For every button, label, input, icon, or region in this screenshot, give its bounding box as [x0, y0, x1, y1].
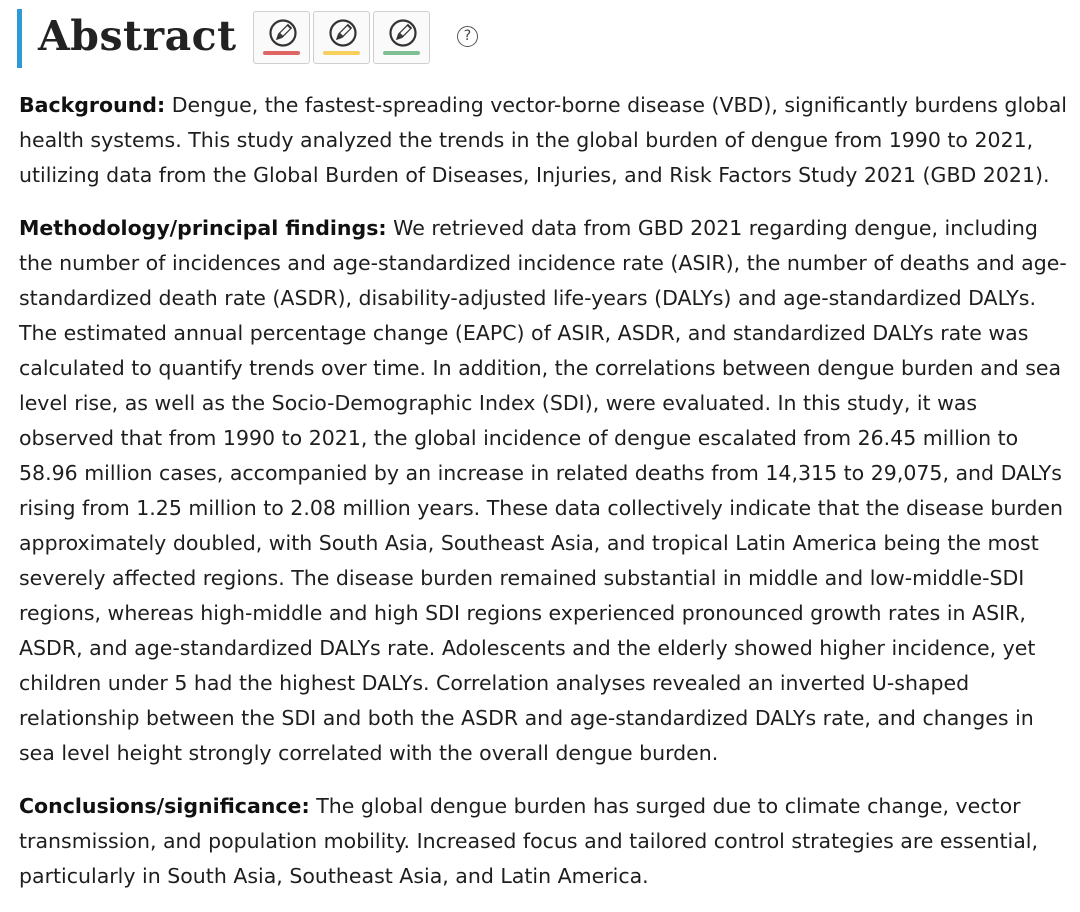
methodology-paragraph [19, 211, 1069, 771]
methodology-text: We retrieved data from GBD 2021 regarding dengue, including the number of incidences and age-standardized incidence rate (ASIR), the number of deaths and age-standardized death rate (ASDR), disability-adjusted life-years (DALYs) and age-standardized DALYs. The estimated annual percentage change (EAPC) of ASIR, ASDR, and standardized DALYs rate was calculated to quantify trends over time. In addition, the correlations between dengue burden and sea level rise, as well as the Socio-Demographic Index (SDI), were evaluated. In this study, it was observed that from 1990 to 2021, the global incidence of dengue escalated from 26.45 million to 58.96 million cases, accompanied by an increase in related deaths from 14,315 to 29,075, and DALYs rising from 1.25 million to 2.08 million years. These data collectively indicate that the disease burden approximately doubled, with South Asia, Southeast Asia, and tropical Latin America being the most severely affected regions. The disease burden remained substantial in middle and low-middle-SDI regions, whereas high-middle and high SDI regions experienced pronounced growth rates in ASIR, ASDR, and age-standardized DALYs rate. Adolescents and the elderly showed higher incidence, yet children under 5 had the highest DALYs. Correlation analyses revealed an inverted U-shaped relationship between the SDI and both the ASDR and age-standardized DALYs rate, and changes in sea level height strongly correlated with the overall dengue burden. [19, 216, 1067, 765]
highlight-yellow-button[interactable] [313, 11, 370, 64]
red-color-stripe [263, 51, 300, 55]
conclusions-text: The global dengue burden has surged due to climate change, vector transmission, and population mobility. Increased focus and tailored control strategies are essential, particularly in South Asia, Southeast Asia, and Latin America. [19, 794, 1039, 888]
background-text: Dengue, the fastest-spreading vector-borne disease (VBD), significantly burdens global health systems. This study analyzed the trends in the global burden of dengue from 1990 to 2021, utilizing data from the Global Burden of Diseases, Injuries, and Risk Factors Study 2021 (GBD 2021). [19, 93, 1067, 187]
green-color-stripe [383, 51, 420, 55]
highlight-red-button[interactable] [253, 11, 310, 64]
yellow-color-stripe [323, 51, 360, 55]
background-label: Background: [19, 93, 166, 117]
pencil-icon [268, 18, 298, 48]
conclusions-paragraph [19, 789, 1069, 894]
help-icon[interactable]: ? [457, 26, 478, 47]
pencil-icon [388, 18, 418, 48]
abstract-header [0, 0, 1080, 80]
background-paragraph [19, 88, 1069, 193]
highlighter-toolbar [253, 11, 430, 64]
highlight-green-button[interactable] [373, 11, 430, 64]
abstract-body [19, 88, 1069, 912]
section-accent-bar [17, 9, 22, 68]
section-title: Abstract [38, 12, 237, 60]
methodology-label: Methodology/principal findings: [19, 216, 387, 240]
conclusions-label: Conclusions/significance: [19, 794, 310, 818]
pencil-icon [328, 18, 358, 48]
